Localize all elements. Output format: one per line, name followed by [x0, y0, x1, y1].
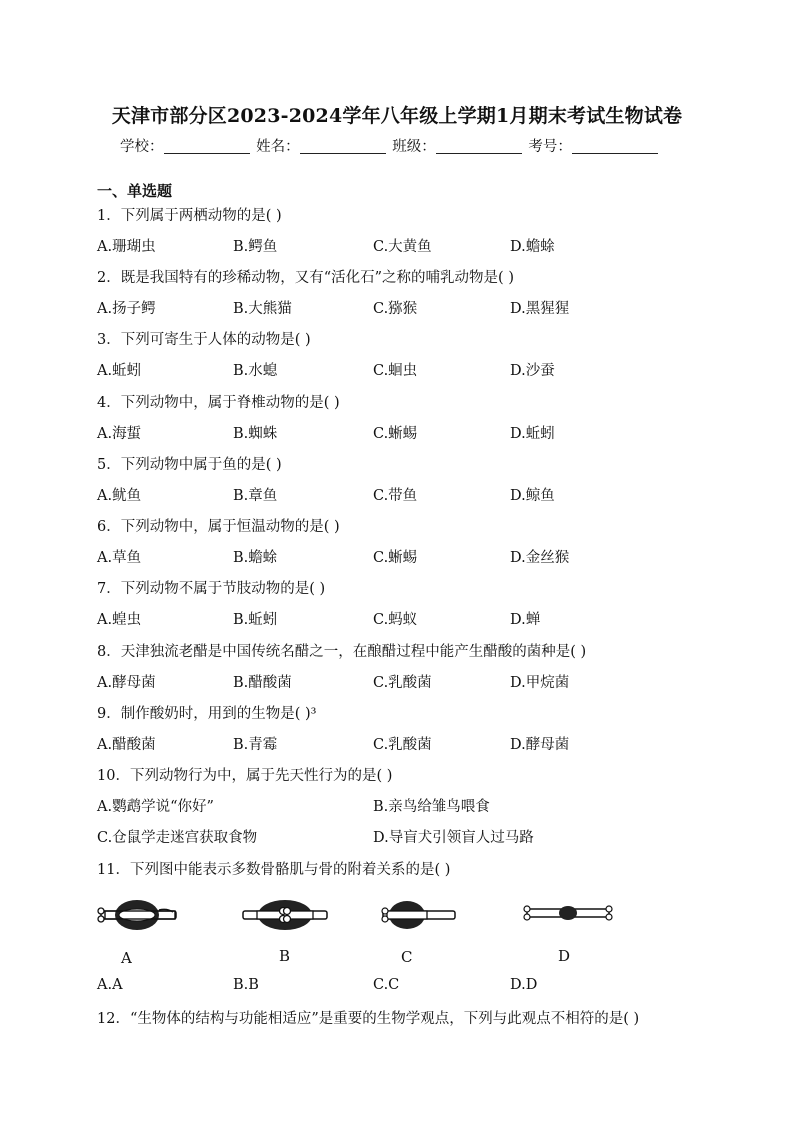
question-8: 8．天津独流老醋是中国传统名醋之一，在酿醋过程中能产生醋酸的菌种是( ): [97, 644, 587, 660]
diagram-b: [243, 900, 327, 930]
question-10: 10．下列动物行为中，属于先天性行为的是( ): [97, 768, 393, 784]
name-blank[interactable]: [300, 138, 386, 154]
q2-option-a: A.扬子鳄: [97, 301, 156, 317]
class-blank[interactable]: [436, 138, 522, 154]
q4-option-c: C.蜥蜴: [373, 426, 418, 442]
q4-option-d: D.蚯蚓: [510, 426, 555, 442]
q1-option-c: C.大黄鱼: [373, 239, 432, 255]
question-1: 1．下列属于两栖动物的是( ): [97, 208, 282, 224]
diagram-d: [524, 906, 612, 920]
q7-option-d: D.蝉: [510, 612, 541, 628]
q11-option-b: B.B: [233, 977, 259, 993]
q10-option-a: A.鹦鹉学说“你好”: [97, 799, 214, 815]
q7-option-c: C.蚂蚁: [373, 612, 418, 628]
q10-option-b: B.亲鸟给雏鸟喂食: [373, 799, 490, 815]
q3-option-d: D.沙蚕: [510, 363, 555, 379]
q5-option-a: A.鱿鱼: [97, 488, 142, 504]
question-12: 12．“生物体的结构与功能相适应”是重要的生物学观点，下列与此观点不相符的是( ): [97, 1011, 640, 1027]
q6-option-b: B.蟾蜍: [233, 550, 278, 566]
q6-option-a: A.草鱼: [97, 550, 142, 566]
figure-label-d: D: [558, 947, 571, 965]
q8-option-d: D.甲烷菌: [510, 675, 570, 691]
question-6: 6．下列动物中，属于恒温动物的是( ): [97, 519, 340, 535]
diagram-a: [98, 900, 176, 930]
question-3: 3．下列可寄生于人体的动物是( ): [97, 332, 311, 348]
figure-label-c: C: [401, 948, 413, 966]
q4-option-b: B.蜘蛛: [233, 426, 278, 442]
muscle-bone-figure: [95, 892, 615, 972]
q5-option-c: C.带鱼: [373, 488, 418, 504]
q3-option-b: B.水螅: [233, 363, 278, 379]
q11-option-c: C.C: [373, 977, 400, 993]
q7-option-a: A.蝗虫: [97, 612, 142, 628]
muscle-bone-diagrams: [95, 892, 615, 972]
q3-option-c: C.蛔虫: [373, 363, 418, 379]
q1-option-d: D.蟾蜍: [510, 239, 555, 255]
q10-option-c: C.仓鼠学走迷宫获取食物: [97, 830, 258, 846]
q5-option-d: D.鲸鱼: [510, 488, 555, 504]
q6-option-d: D.金丝猴: [510, 550, 570, 566]
q11-option-a: A.A: [97, 977, 123, 993]
q8-option-b: B.醋酸菌: [233, 675, 292, 691]
number-label: 考号：: [528, 139, 572, 155]
question-4: 4．下列动物中，属于脊椎动物的是( ): [97, 395, 340, 411]
q4-option-a: A.海蜇: [97, 426, 142, 442]
q8-option-c: C.乳酸菌: [373, 675, 432, 691]
q6-option-c: C.蜥蜴: [373, 550, 418, 566]
q8-option-a: A.酵母菌: [97, 675, 156, 691]
figure-label-b: B: [279, 947, 291, 965]
q11-option-d: D.D: [510, 977, 538, 993]
q9-option-c: C.乳酸菌: [373, 737, 432, 753]
q1-option-b: B.鳄鱼: [233, 239, 278, 255]
q5-option-b: B.章鱼: [233, 488, 278, 504]
name-label: 姓名：: [256, 139, 300, 155]
q2-option-d: D.黑猩猩: [510, 301, 570, 317]
question-7: 7．下列动物不属于节肢动物的是( ): [97, 581, 326, 597]
figure-label-a: A: [121, 949, 132, 967]
school-label: 学校：: [120, 139, 164, 155]
q2-option-b: B.大熊猫: [233, 301, 292, 317]
q9-option-d: D.酵母菌: [510, 737, 570, 753]
question-9: 9．制作酸奶时，用到的生物是( )³: [97, 706, 317, 722]
q9-option-b: B.青霉: [233, 737, 278, 753]
q7-option-b: B.蚯蚓: [233, 612, 278, 628]
section-heading: 一、单选题: [97, 182, 173, 200]
question-2: 2．既是我国特有的珍稀动物，又有“活化石”之称的哺乳动物是( ): [97, 270, 514, 286]
question-11: 11．下列图中能表示多数骨骼肌与骨的附着关系的是( ): [97, 862, 451, 878]
q2-option-c: C.猕猴: [373, 301, 418, 317]
student-info-line: [120, 135, 660, 156]
q10-option-d: D.导盲犬引领盲人过马路: [373, 830, 534, 846]
class-label: 班级：: [392, 139, 436, 155]
number-blank[interactable]: [572, 138, 658, 154]
q1-option-a: A.珊瑚虫: [97, 239, 156, 255]
school-blank[interactable]: [164, 138, 250, 154]
q3-option-a: A.蚯蚓: [97, 363, 142, 379]
exam-title: 天津市部分区2023-2024学年八年级上学期1月期末考试生物试卷: [111, 105, 683, 127]
q9-option-a: A.醋酸菌: [97, 737, 156, 753]
question-5: 5．下列动物中属于鱼的是( ): [97, 457, 282, 473]
diagram-c: [382, 901, 455, 929]
